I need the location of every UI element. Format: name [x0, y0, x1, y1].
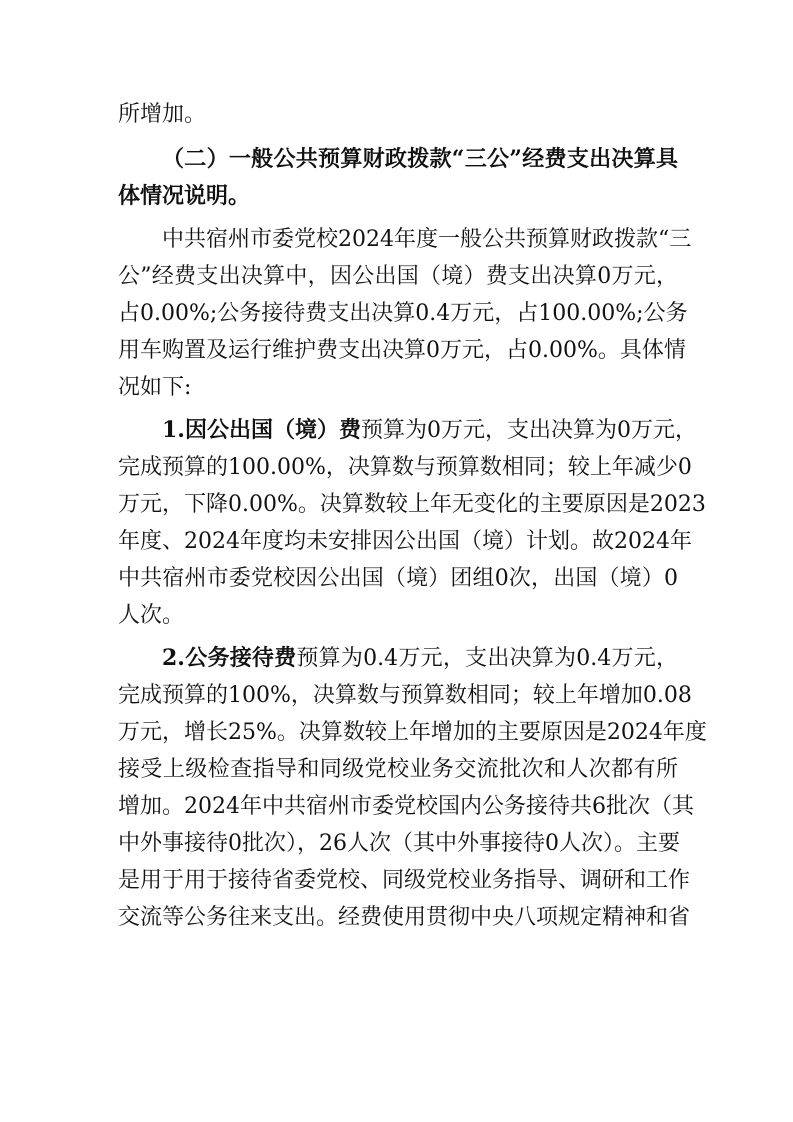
section-heading-line-2: 体情况说明。 — [118, 183, 251, 209]
paragraph-line — [118, 412, 697, 449]
paragraph-line: 公”经费支出决算中，因公出国（境）费支出决算0万元， — [118, 264, 678, 289]
paragraph-line — [118, 640, 678, 677]
paragraph-line: 占0.00%;公务接待费支出决算0.4万元，占100.00%;公务 — [118, 301, 688, 326]
item-label-travel-abroad: 1.因公出国（境）费 — [162, 417, 361, 443]
section-heading-line-1: （二）一般公共预算财政拨款“三公”经费支出决算具 — [162, 146, 678, 172]
item-label-reception: 2.公务接待费 — [162, 645, 297, 671]
paragraph-line: 是用于用于接待省委党校、同级党校业务指导、调研和工作 — [118, 868, 691, 893]
paragraph-line: 中外事接待0批次），26人次（其中外事接待0人次）。主要 — [118, 831, 680, 856]
paragraph-line: 中共宿州市委党校2024年度一般公共预算财政拨款“三 — [162, 227, 692, 252]
document-page — [118, 96, 707, 936]
paragraph-line: 用车购置及运行维护费支出决算0万元，占0.00%。具体情 — [118, 338, 686, 363]
item-text: 预算为0万元，支出决算为0万元， — [360, 418, 697, 443]
paragraph-line: 年度、2024年度均未安排因公出国（境）计划。故2024年 — [118, 529, 692, 554]
item-text: 预算为0.4万元，支出决算为0.4万元， — [296, 646, 679, 671]
text-line: 所增加。 — [118, 102, 207, 127]
paragraph-line: 完成预算的100%，决算数与预算数相同；较上年增加0.08 — [118, 683, 692, 708]
paragraph-line: 交流等公务往来支出。经费使用贯彻中央八项规定精神和省 — [118, 905, 691, 930]
paragraph-line: 完成预算的100.00%，决算数与预算数相同；较上年减少0 — [118, 455, 692, 480]
paragraph-line: 况如下: — [118, 375, 192, 400]
paragraph-line: 万元，增长25%。决算数较上年增加的主要原因是2024年度 — [118, 720, 707, 745]
paragraph-line: 万元，下降0.00%。决算数较上年无变化的主要原因是2023 — [118, 492, 706, 517]
paragraph-line: 中共宿州市委党校因公出国（境）团组0次，出国（境）0 — [118, 566, 678, 591]
paragraph-line: 增加。2024年中共宿州市委党校国内公务接待共6批次（其 — [118, 794, 694, 819]
paragraph-line: 人次。 — [118, 603, 185, 628]
paragraph-line: 接受上级检查指导和同级党校业务交流批次和人次都有所 — [118, 757, 678, 782]
